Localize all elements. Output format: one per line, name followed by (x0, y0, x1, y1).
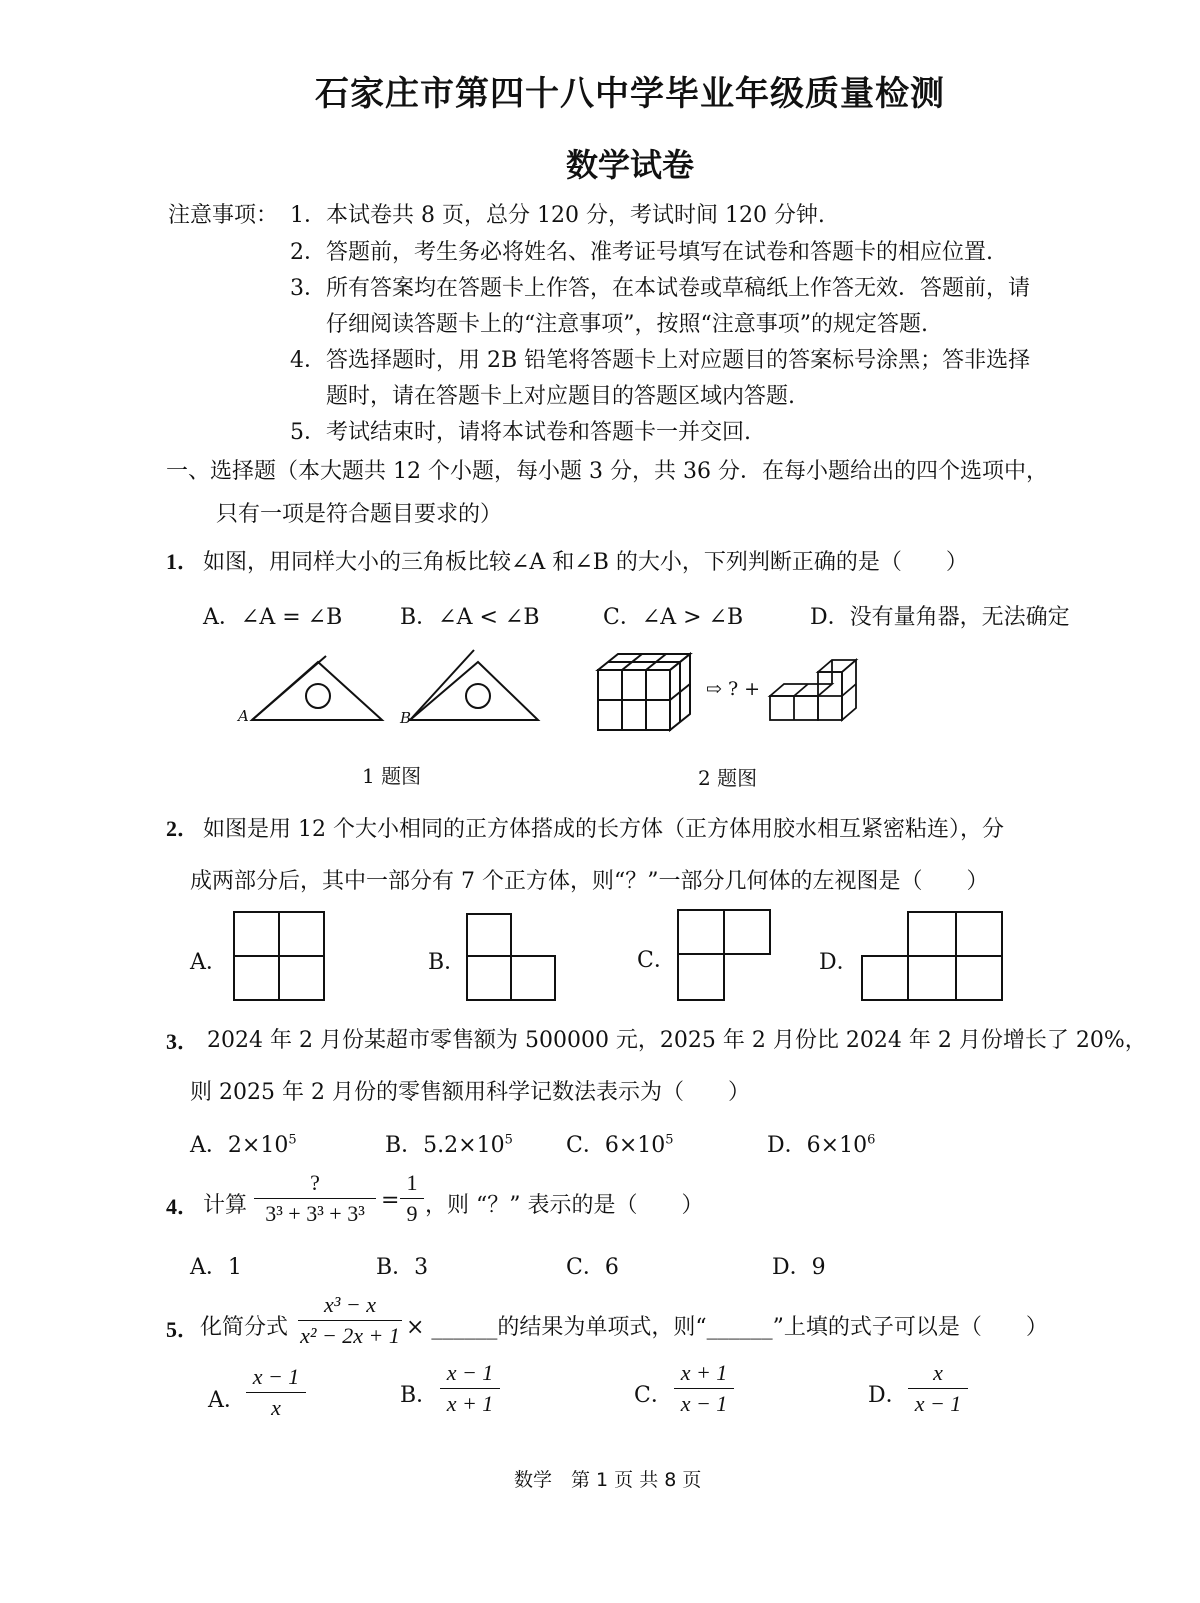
page-footer: 数学 第 1 页 共 8 页 (514, 1469, 702, 1491)
fraction-denominator: x² − 2x + 1 (300, 1323, 400, 1348)
fraction-main (254, 1170, 376, 1227)
option-c: C．∠A > ∠B (603, 605, 744, 630)
fraction-numerator: ? (254, 1170, 376, 1199)
notice-label: 注意事项： (168, 203, 279, 228)
fraction-numerator: 1 (400, 1170, 424, 1199)
question-number: 5． (166, 1317, 200, 1342)
option-d-fraction: $\frac{x}{x - 1}$ (908, 1360, 968, 1417)
question-prefix: 化简分式 (200, 1315, 289, 1340)
question-number: 3． (166, 1029, 200, 1054)
question-suffix: × ______的结果为单项式，则“______”上填的式子可以是（ ） (406, 1315, 1048, 1340)
option-c-fraction: $\frac{x + 1}{x - 1}$ (674, 1360, 734, 1417)
triangle-rulers-figure (230, 648, 550, 733)
equals-sign: = (381, 1188, 400, 1213)
option-c-label: C． (637, 948, 676, 973)
option-a-fraction: $\frac{x - 1}{x}$ (246, 1364, 306, 1421)
view-option-a (232, 910, 326, 1002)
option-b: B．$5.2\times 10^5$ (385, 1132, 513, 1158)
question-prefix: 计算 (203, 1193, 248, 1218)
option-b: B．∠A < ∠B (400, 605, 540, 630)
option-d-label: D． (819, 950, 859, 975)
section-heading: 一、选择题（本大题共 12 个小题，每小题 3 分，共 36 分．在每小题给出的四个选项中， (166, 459, 1048, 484)
question-stem-cont: 成两部分后，其中一部分有 7 个正方体，则“？”一部分几何体的左视图是（ ） (190, 869, 989, 894)
question-stem-cont: 则 2025 年 2 月份的零售额用科学记数法表示为（ ） (190, 1080, 750, 1105)
notice-item-2: 2．答题前，考生务必将姓名、准考证号填写在试卷和答题卡的相应位置. (290, 240, 993, 265)
angle-label-b: B (400, 709, 412, 727)
figure-caption-1: 1 题图 (362, 764, 422, 788)
view-option-c (676, 908, 774, 1002)
fraction-rhs (400, 1170, 424, 1227)
option-b: B．3 (376, 1255, 429, 1280)
view-option-d (860, 910, 1006, 1002)
notice-item-3-cont: 仔细阅读答题卡上的“注意事项”，按照“注意事项”的规定答题. (326, 312, 928, 337)
option-c-label: C． (634, 1383, 673, 1408)
fraction-numerator: x³ − x (298, 1292, 402, 1321)
option-b-fraction: $\frac{x - 1}{x + 1}$ (440, 1360, 500, 1417)
option-d-label: D． (868, 1383, 908, 1408)
option-a-label: A． (190, 950, 228, 975)
option-d: D．9 (772, 1255, 826, 1280)
fraction-main (298, 1292, 402, 1349)
notice-item-5: 5．考试结束时，请将本试卷和答题卡一并交回. (290, 420, 751, 445)
question-suffix: ，则 “？” 表示的是（ ） (425, 1193, 704, 1218)
section-heading-cont: 只有一项是符合题目要求的） (216, 502, 503, 527)
page-title: 石家庄市第四十八中学毕业年级质量检测 (315, 74, 945, 114)
page-subtitle: 数学试卷 (565, 146, 694, 184)
option-b-label: B． (400, 1383, 439, 1408)
fraction-denominator: 9 (406, 1201, 418, 1226)
notice-item-4: 4．答选择题时，用 2B 铅笔将答题卡上对应题目的答案标号涂黑；答非选择 (290, 348, 1031, 373)
notice-item-4-cont: 题时，请在答题卡上对应题目的答题区域内答题. (326, 384, 795, 409)
option-c: C．$6\times 10^5$ (566, 1132, 674, 1158)
question-number: 2． (166, 816, 200, 841)
view-option-b (465, 912, 557, 1002)
decompose-arrow: ⇨ ? + (706, 678, 761, 700)
option-c: C．6 (566, 1255, 619, 1280)
question-stem: 2024 年 2 月份某超市零售额为 500000 元，2025 年 2 月份比 2024 年 2 月份增长了 20%， (207, 1028, 1147, 1053)
option-a-label: A． (208, 1388, 246, 1413)
option-b-label: B． (428, 950, 467, 975)
option-a: A．$2\times 10^5$ (190, 1132, 297, 1158)
question-number: 1． (166, 549, 200, 574)
question-stem: 如图，用同样大小的三角板比较∠A 和∠B 的大小，下列判断正确的是（ ） (203, 550, 968, 575)
option-d: D．$6\times 10^6$ (767, 1132, 876, 1158)
notice-item-3: 3．所有答案均在答题卡上作答，在本试卷或草稿纸上作答无效．答题前，请 (290, 276, 1030, 301)
notice-item-1: 1．本试卷共 8 页，总分 120 分，考试时间 120 分钟. (290, 203, 825, 228)
option-a: A．∠A = ∠B (203, 605, 343, 630)
figure-caption-2: 2 题图 (698, 766, 758, 790)
question-number: 4． (166, 1194, 200, 1219)
fraction-denominator: 3³ + 3³ + 3³ (265, 1201, 365, 1226)
angle-label-a: A (238, 707, 249, 725)
question-stem: 如图是用 12 个大小相同的正方体搭成的长方体（正方体用胶水相互紧密粘连），分 (203, 817, 1004, 842)
option-a: A．1 (190, 1255, 242, 1280)
option-d: D．没有量角器，无法确定 (810, 605, 1070, 630)
